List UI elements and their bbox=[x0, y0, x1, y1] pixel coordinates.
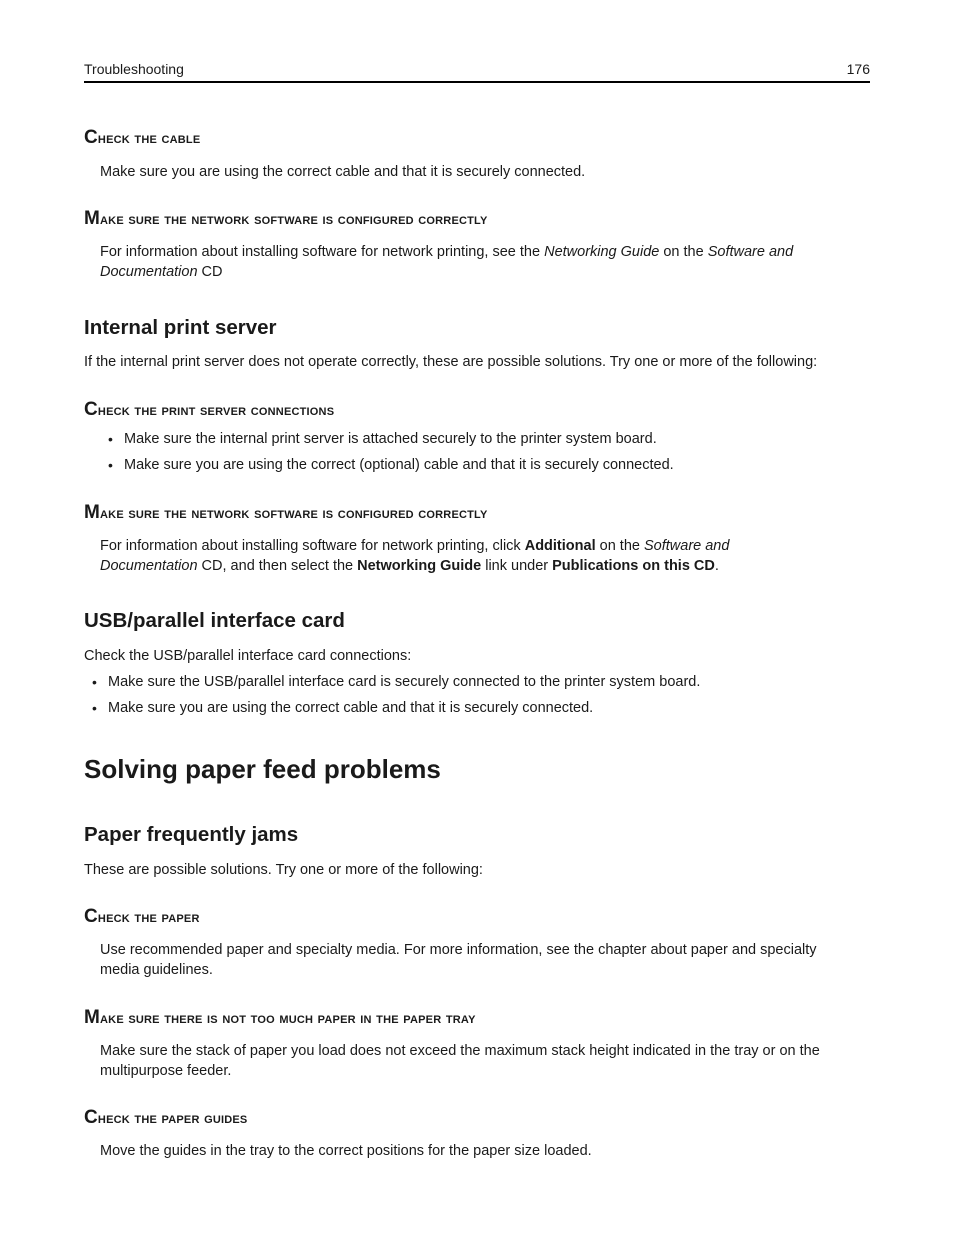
heading-rest: ake sure the network software is configured correctly bbox=[100, 505, 488, 522]
heading-rest: ake sure the network software is configured correctly bbox=[100, 211, 488, 228]
paper-guides-heading bbox=[84, 1107, 247, 1129]
bullet-icon: • bbox=[108, 431, 113, 447]
paper-tray-line-2: multipurpose feeder. bbox=[100, 1063, 232, 1079]
internal-print-server-intro: If the internal print server does not operate correctly, these are possible solutions. Try one or more of the following: bbox=[84, 354, 818, 370]
heading-initial: M bbox=[84, 1007, 101, 1028]
heading-rest: ake sure there is not too much paper in the paper tray bbox=[100, 1010, 476, 1027]
heading-rest: heck the paper guides bbox=[97, 1110, 248, 1127]
text-run: For information about installing software for network printing, see the bbox=[100, 244, 545, 260]
network-software-heading bbox=[84, 502, 488, 524]
publications-label: Publications on this CD bbox=[552, 558, 715, 574]
check-cable-text: Make sure you are using the correct cable and that it is securely connected. bbox=[100, 164, 586, 180]
heading-rest: heck the paper bbox=[97, 909, 200, 926]
list-item-text: Make sure you are using the correct cable and that it is securely connected. bbox=[108, 700, 594, 716]
usb-parallel-card-intro: Check the USB/parallel interface card connections: bbox=[84, 648, 412, 664]
text-run: on the bbox=[595, 538, 644, 554]
heading-initial: C bbox=[84, 906, 98, 927]
network-software-line-2 bbox=[100, 262, 223, 282]
heading-initial: M bbox=[84, 208, 101, 229]
running-header bbox=[84, 58, 870, 83]
paper-feed-section-title: Solving paper feed problems bbox=[84, 754, 441, 784]
list-item-text: Make sure the internal print server is attached securely to the printer system board. bbox=[124, 431, 657, 447]
print-server-connections-heading bbox=[84, 399, 334, 421]
software-cd-title: Software and bbox=[643, 538, 730, 554]
networking-guide-label: Networking Guide bbox=[357, 558, 482, 574]
networking-guide-title: Networking Guide bbox=[544, 244, 660, 260]
network-software-line-1 bbox=[100, 536, 729, 556]
network-software-heading bbox=[84, 208, 488, 230]
software-cd-title: Documentation bbox=[100, 558, 198, 574]
paper-tray-heading bbox=[84, 1007, 476, 1029]
paper-jams-title: Paper frequently jams bbox=[84, 823, 299, 846]
text-run: CD, and then select the bbox=[197, 558, 358, 574]
heading-initial: M bbox=[84, 502, 101, 523]
paper-tray-line-1: Make sure the stack of paper you load does not exceed the maximum stack height indicated in the tray or on the bbox=[100, 1043, 820, 1059]
heading-rest: heck the cable bbox=[97, 130, 201, 147]
network-software-line-2 bbox=[100, 556, 719, 576]
paper-guides-text: Move the guides in the tray to the correct positions for the paper size loaded. bbox=[100, 1143, 592, 1159]
list-item-text: Make sure you are using the correct (optional) cable and that it is securely connected. bbox=[124, 457, 674, 473]
paper-jams-intro: These are possible solutions. Try one or more of the following: bbox=[84, 862, 483, 878]
bullet-icon: • bbox=[92, 700, 97, 716]
internal-print-server-title: Internal print server bbox=[84, 316, 277, 339]
software-cd-title: Software and bbox=[707, 244, 794, 260]
header-page-number: 176 bbox=[846, 61, 870, 77]
header-section-title: Troubleshooting bbox=[84, 61, 184, 77]
heading-initial: C bbox=[84, 399, 98, 420]
heading-initial: C bbox=[84, 127, 98, 148]
text-run: CD bbox=[197, 264, 223, 280]
text-run: . bbox=[714, 558, 719, 574]
text-run: link under bbox=[481, 558, 553, 574]
list-item-text: Make sure the USB/parallel interface card is securely connected to the printer system board. bbox=[108, 674, 701, 690]
additional-label: Additional bbox=[524, 538, 596, 554]
text-run: For information about installing software for network printing, click bbox=[100, 538, 525, 554]
heading-rest: heck the print server connections bbox=[97, 402, 335, 419]
software-cd-title: Documentation bbox=[100, 264, 198, 280]
check-paper-line-1: Use recommended paper and specialty media. For more information, see the chapter about paper and specialty bbox=[100, 942, 817, 958]
check-paper-line-2: media guidelines. bbox=[100, 962, 213, 978]
bullet-icon: • bbox=[108, 457, 113, 473]
text-run: on the bbox=[659, 244, 708, 260]
network-software-line-1 bbox=[100, 242, 793, 262]
bullet-icon: • bbox=[92, 674, 97, 690]
check-paper-heading bbox=[84, 906, 200, 928]
check-cable-heading bbox=[84, 127, 200, 149]
usb-parallel-card-title: USB/parallel interface card bbox=[84, 609, 345, 632]
heading-initial: C bbox=[84, 1107, 98, 1128]
